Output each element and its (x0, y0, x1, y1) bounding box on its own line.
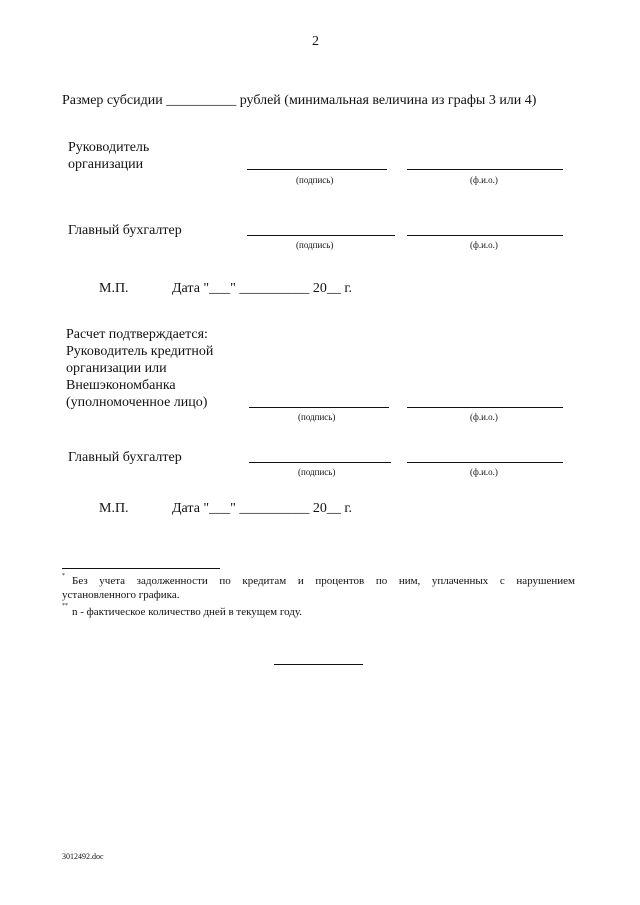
chief-accountant-label-2: Главный бухгалтер (68, 450, 182, 465)
end-separator-line (274, 664, 363, 665)
accountant-signature-caption-1: (подпись) (296, 240, 334, 250)
accountant-signature-line-2 (249, 462, 391, 463)
footnote-1-line-2: установленного графика. (62, 589, 180, 601)
bank-name-caption: (ф.и.о.) (470, 412, 498, 422)
date-line-2: Дата "___" __________ 20__ г. (172, 501, 352, 516)
confirm-line-5: (уполномоченное лицо) (66, 395, 208, 410)
accountant-signature-line-1 (247, 235, 395, 236)
subsidy-blank: __________ (166, 93, 237, 108)
head-name-caption: (ф.и.о.) (470, 175, 498, 185)
accountant-name-line-2 (407, 462, 563, 463)
subsidy-line (62, 92, 536, 109)
footnote-marker-2: ** (62, 603, 68, 609)
bank-signature-line (249, 407, 389, 408)
subsidy-label: Размер субсидии (62, 93, 163, 108)
footer-file-name: 3012492.doc (62, 852, 104, 861)
accountant-name-caption-1: (ф.и.о.) (470, 240, 498, 250)
confirm-line-3: организации или (66, 361, 167, 376)
head-signature-line (247, 169, 387, 170)
confirm-line-1: Расчет подтверждается: (66, 327, 208, 342)
accountant-name-caption-2: (ф.и.о.) (470, 467, 498, 477)
confirm-line-4: Внешэкономбанка (66, 378, 176, 393)
subsidy-suffix: рублей (минимальная величина из графы 3 или 4) (239, 93, 537, 108)
bank-signature-caption: (подпись) (298, 412, 336, 422)
head-title-line-1: Руководитель (68, 140, 150, 155)
chief-accountant-label-1: Главный бухгалтер (68, 223, 182, 238)
head-title-line-2: организации (68, 157, 144, 172)
stamp-label-2: М.П. (99, 501, 129, 516)
footnote-marker-1: * (62, 573, 65, 579)
head-signature-caption: (подпись) (296, 175, 334, 185)
date-line-1: Дата "___" __________ 20__ г. (172, 281, 352, 296)
footnote-2: n - фактическое количество дней в текущем году. (72, 606, 303, 618)
accountant-signature-caption-2: (подпись) (298, 467, 336, 477)
stamp-label-1: М.П. (99, 281, 129, 296)
footnote-separator (62, 568, 220, 569)
accountant-name-line-1 (407, 235, 563, 236)
page-number: 2 (312, 34, 319, 49)
bank-name-line (407, 407, 563, 408)
footnote-1-line-1: Без учета задолженности по кредитам и процентов по ним, уплаченных с нарушением (72, 575, 575, 587)
confirm-line-2: Руководитель кредитной (66, 344, 214, 359)
head-name-line (407, 169, 563, 170)
